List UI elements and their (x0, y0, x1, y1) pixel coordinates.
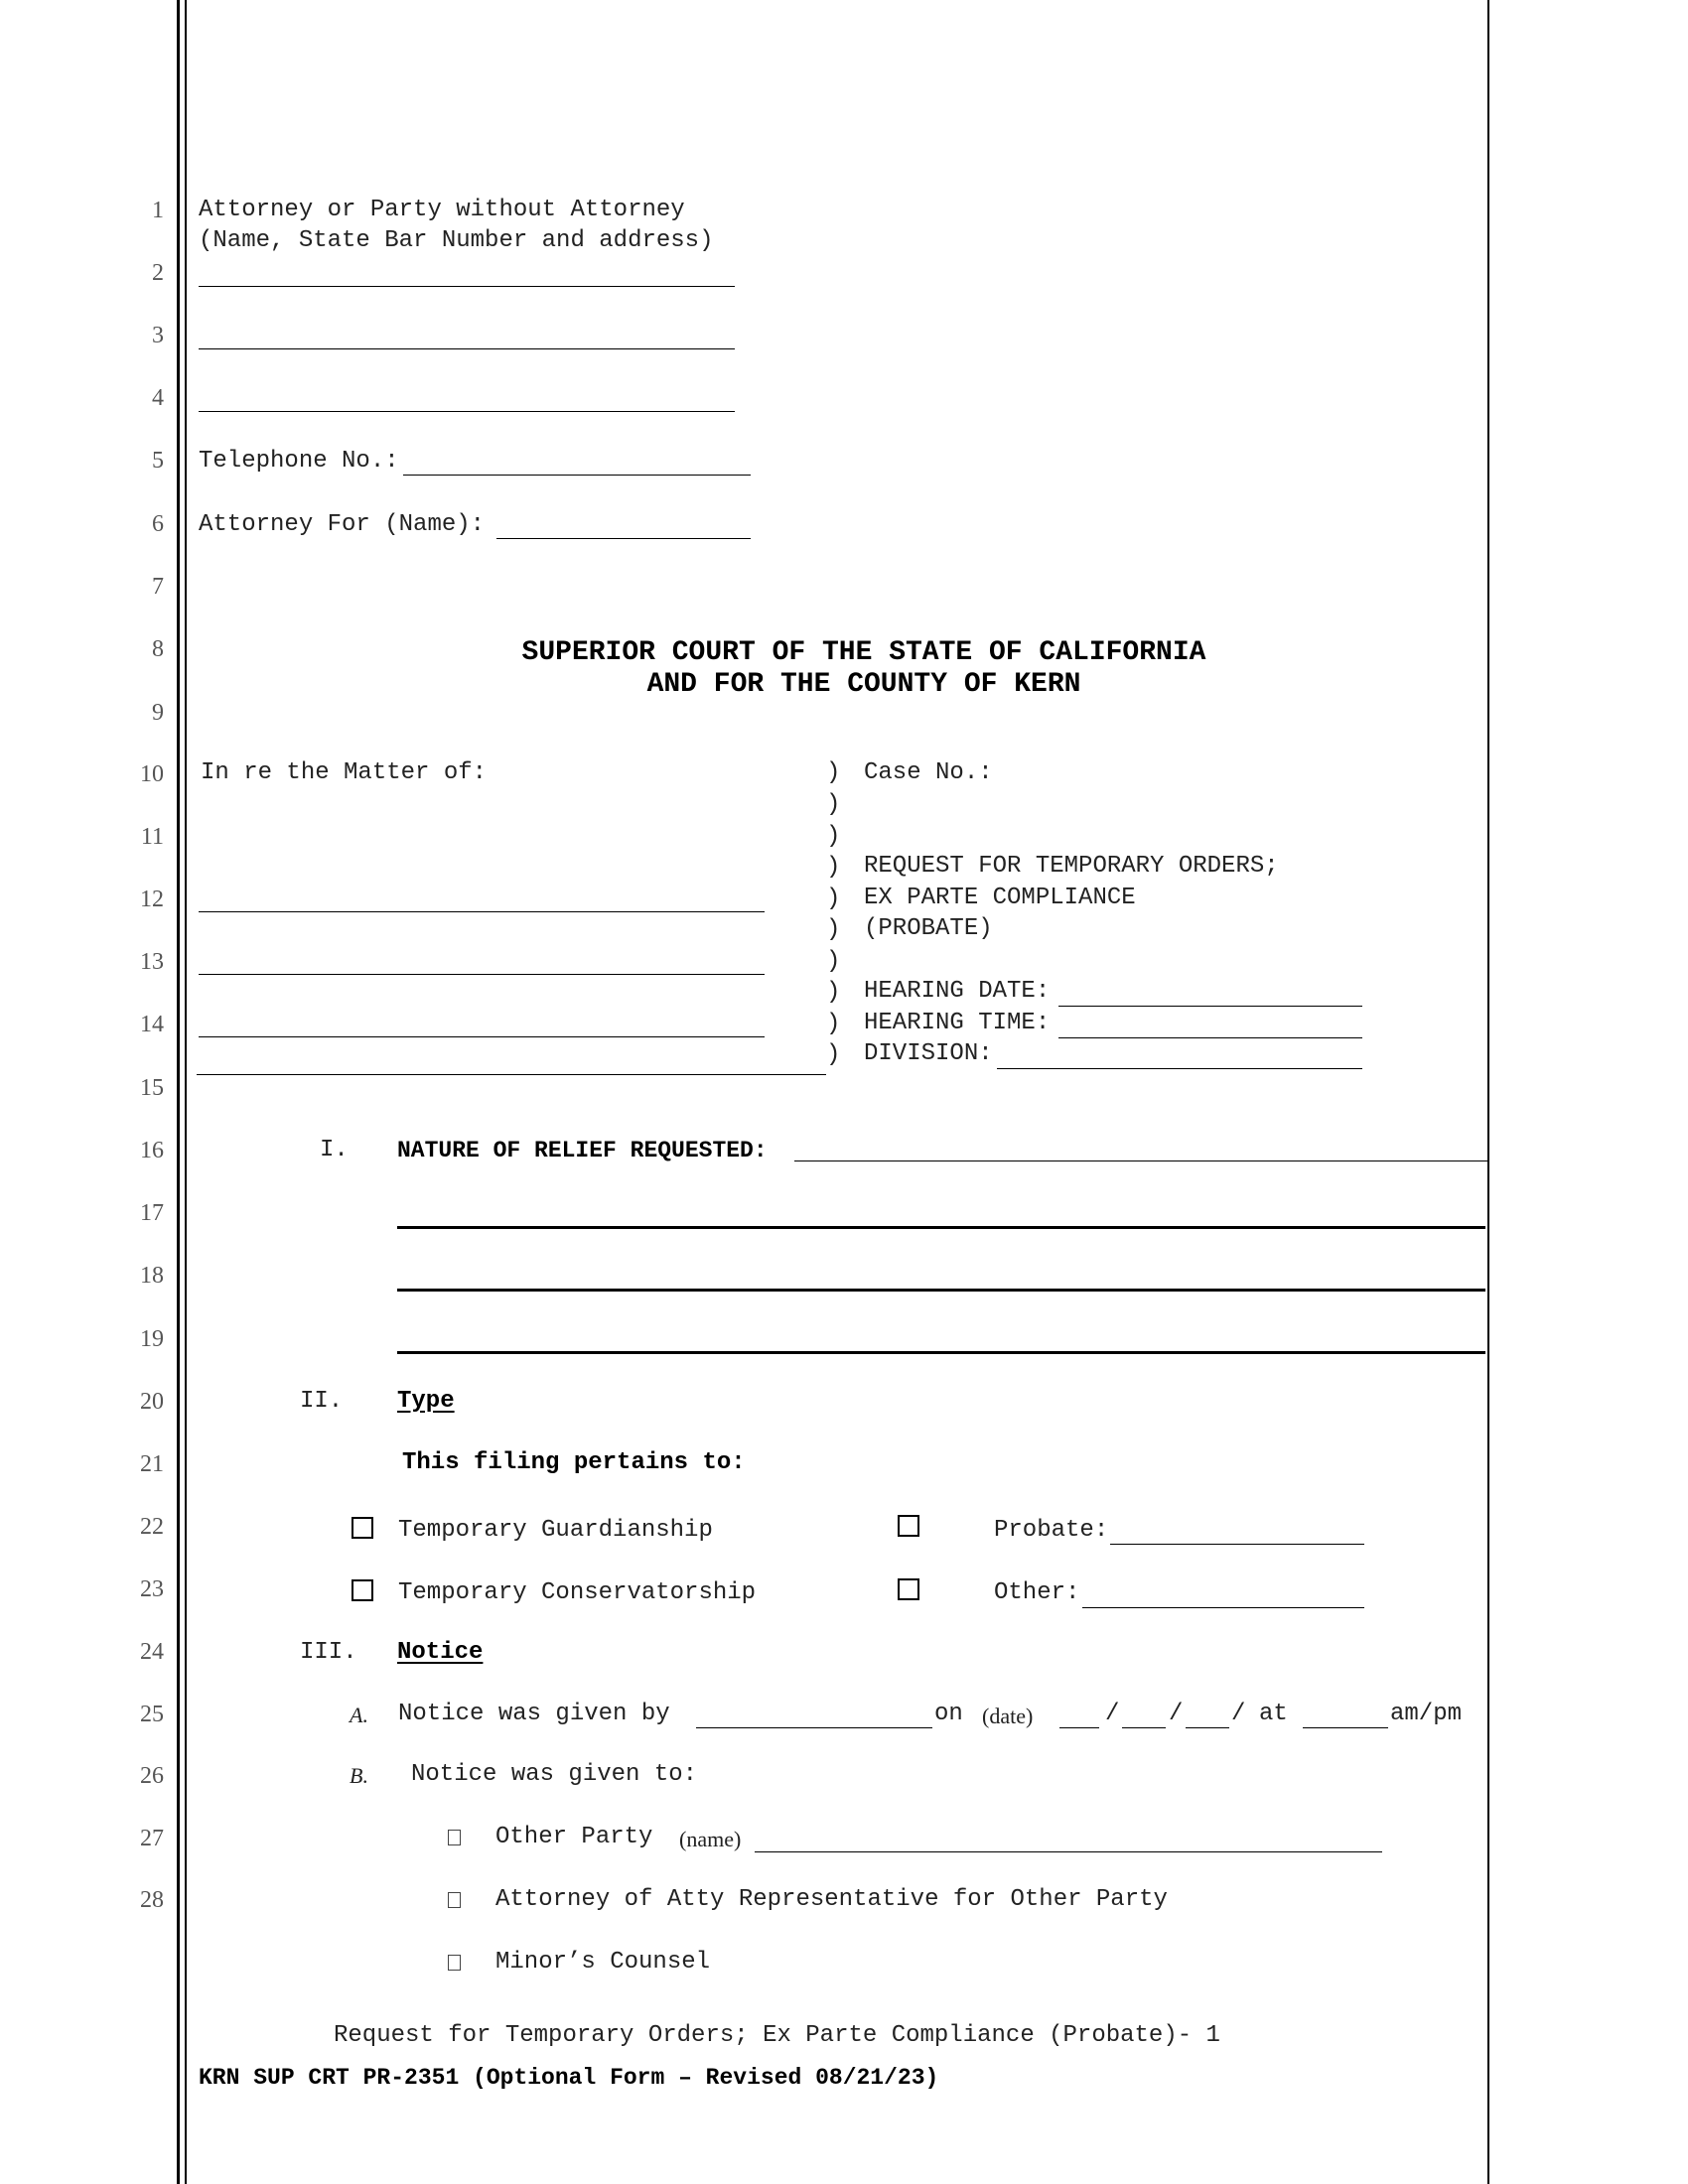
line-number: 1 (152, 198, 164, 223)
other-type-checkbox[interactable] (898, 1578, 919, 1600)
attorney-for-field[interactable] (496, 538, 751, 539)
line-number: 27 (140, 1826, 164, 1851)
document-title-line1: REQUEST FOR TEMPORARY ORDERS; (864, 853, 1279, 880)
section-2-heading: Type (397, 1388, 455, 1415)
matter-name-field-3[interactable] (199, 1036, 765, 1037)
notice-item-a-letter: A. (350, 1703, 368, 1727)
caption-paren: ) (826, 759, 841, 786)
caption-paren: ) (826, 823, 841, 850)
probate-label: Probate: (994, 1517, 1109, 1544)
caption-paren: ) (826, 916, 841, 943)
section-1-heading: NATURE OF RELIEF REQUESTED: (397, 1138, 768, 1163)
notice-at-label: at (1259, 1701, 1288, 1727)
line-number: 7 (152, 574, 164, 600)
matter-name-field-1[interactable] (199, 911, 765, 912)
notice-date-day-field[interactable] (1122, 1727, 1166, 1728)
other-party-name-label: (name) (679, 1827, 742, 1851)
notice-ampm-label: am/pm (1390, 1701, 1463, 1727)
attorney-checkbox[interactable] (448, 1892, 461, 1908)
caption-paren: ) (826, 791, 841, 818)
line-number: 16 (140, 1138, 164, 1163)
document-title-line3: (PROBATE) (864, 915, 993, 942)
hearing-time-field[interactable] (1058, 1037, 1362, 1038)
line-number: 28 (140, 1887, 164, 1913)
minors-counsel-checkbox[interactable] (448, 1955, 461, 1971)
notice-date-month-field[interactable] (1059, 1727, 1099, 1728)
line-number: 18 (140, 1263, 164, 1289)
other-party-checkbox[interactable] (448, 1830, 461, 1845)
relief-requested-field-4[interactable] (397, 1351, 1485, 1354)
caption-paren: ) (826, 948, 841, 975)
left-margin-rule-outer (177, 0, 180, 2184)
line-number: 15 (140, 1075, 164, 1101)
temp-conservatorship-label: Temporary Conservatorship (398, 1579, 757, 1606)
document-title-line2: EX PARTE COMPLIANCE (864, 885, 1136, 911)
minors-counsel-label: Minor’s Counsel (495, 1949, 711, 1976)
caption-paren: ) (826, 979, 841, 1006)
line-number: 25 (140, 1702, 164, 1727)
section-3-heading: Notice (397, 1639, 484, 1666)
line-number: 3 (152, 323, 164, 348)
line-number: 21 (140, 1451, 164, 1477)
division-field[interactable] (997, 1068, 1362, 1069)
hearing-date-field[interactable] (1058, 1006, 1362, 1007)
date-separator: / (1169, 1701, 1184, 1727)
notice-given-to-label: Notice was given to: (411, 1761, 698, 1788)
relief-requested-field-1[interactable] (794, 1160, 1489, 1161)
relief-requested-field-3[interactable] (397, 1289, 1485, 1292)
line-number: 12 (140, 887, 164, 912)
notice-date-label: (date) (982, 1704, 1034, 1728)
caption-paren: ) (826, 886, 841, 912)
matter-name-field-2[interactable] (199, 974, 765, 975)
line-number: 10 (140, 761, 164, 787)
in-re-matter-label: In re the Matter of: (201, 759, 488, 786)
court-title-line1: SUPERIOR COURT OF THE STATE OF CALIFORNIA (521, 637, 1206, 668)
filing-pertains-label: This filing pertains to: (402, 1449, 746, 1476)
line-number: 22 (140, 1514, 164, 1540)
notice-time-field[interactable] (1303, 1727, 1388, 1728)
line-number: 26 (140, 1763, 164, 1789)
division-label: DIVISION: (864, 1040, 993, 1067)
attorney-label: Attorney of Atty Representative for Other Party (495, 1886, 1168, 1913)
caption-paren: ) (826, 1041, 841, 1068)
probate-checkbox[interactable] (898, 1515, 919, 1537)
other-type-field[interactable] (1082, 1607, 1364, 1608)
line-number: 11 (140, 824, 164, 850)
other-party-name-field[interactable] (755, 1851, 1382, 1852)
line-number: 5 (152, 448, 164, 474)
relief-requested-field-2[interactable] (397, 1226, 1485, 1229)
line-number: 6 (152, 511, 164, 537)
line-number: 20 (140, 1389, 164, 1415)
left-margin-rule-inner (185, 0, 187, 2184)
line-number: 2 (152, 260, 164, 286)
attorney-for-label: Attorney For (Name): (199, 511, 486, 538)
section-3-numeral: III. (300, 1639, 357, 1666)
line-number: 23 (140, 1576, 164, 1602)
line-number: 13 (140, 949, 164, 975)
section-1-numeral: I. (320, 1137, 349, 1163)
attorney-address-field-1[interactable] (199, 348, 735, 349)
notice-item-b-letter: B. (350, 1763, 368, 1788)
notice-given-by-field[interactable] (696, 1727, 932, 1728)
caption-paren: ) (826, 854, 841, 881)
court-title-line2: AND FOR THE COUNTY OF KERN (646, 669, 1081, 700)
line-number: 24 (140, 1639, 164, 1665)
right-margin-rule (1487, 0, 1489, 2184)
notice-given-by-label: Notice was given by (398, 1701, 670, 1727)
attorney-name-field[interactable] (199, 286, 735, 287)
line-number: 14 (140, 1012, 164, 1037)
case-number-label: Case No.: (864, 759, 993, 786)
notice-on-label: on (934, 1701, 963, 1727)
probate-field[interactable] (1110, 1544, 1364, 1545)
attorney-address-field-2[interactable] (199, 411, 735, 412)
other-type-label: Other: (994, 1579, 1080, 1606)
line-number: 9 (152, 700, 164, 726)
temp-guardianship-checkbox[interactable] (352, 1517, 373, 1539)
line-number: 17 (140, 1200, 164, 1226)
telephone-field[interactable] (403, 475, 751, 476)
footer-form-id: KRN SUP CRT PR-2351 (Optional Form – Revised 08/21/23) (199, 2065, 939, 2091)
footer-page-title: Request for Temporary Orders; Ex Parte Compliance (Probate)- 1 (334, 2022, 1220, 2049)
line-number: 19 (140, 1326, 164, 1352)
temp-conservatorship-checkbox[interactable] (352, 1579, 373, 1601)
other-party-label: Other Party (495, 1824, 653, 1850)
hearing-date-label: HEARING DATE: (864, 978, 1051, 1005)
line-number: 4 (152, 385, 164, 411)
hearing-time-label: HEARING TIME: (864, 1010, 1051, 1036)
section-2-numeral: II. (300, 1388, 344, 1415)
date-separator: / (1231, 1701, 1246, 1727)
line-number: 8 (152, 636, 164, 662)
notice-date-year-field[interactable] (1186, 1727, 1229, 1728)
attorney-label-detail: (Name, State Bar Number and address) (199, 227, 714, 254)
caption-bottom-rule (197, 1074, 826, 1075)
caption-paren: ) (826, 1011, 841, 1037)
temp-guardianship-label: Temporary Guardianship (398, 1517, 713, 1544)
date-separator: / (1105, 1701, 1120, 1727)
telephone-label: Telephone No.: (199, 448, 399, 475)
attorney-label: Attorney or Party without Attorney (199, 197, 685, 223)
